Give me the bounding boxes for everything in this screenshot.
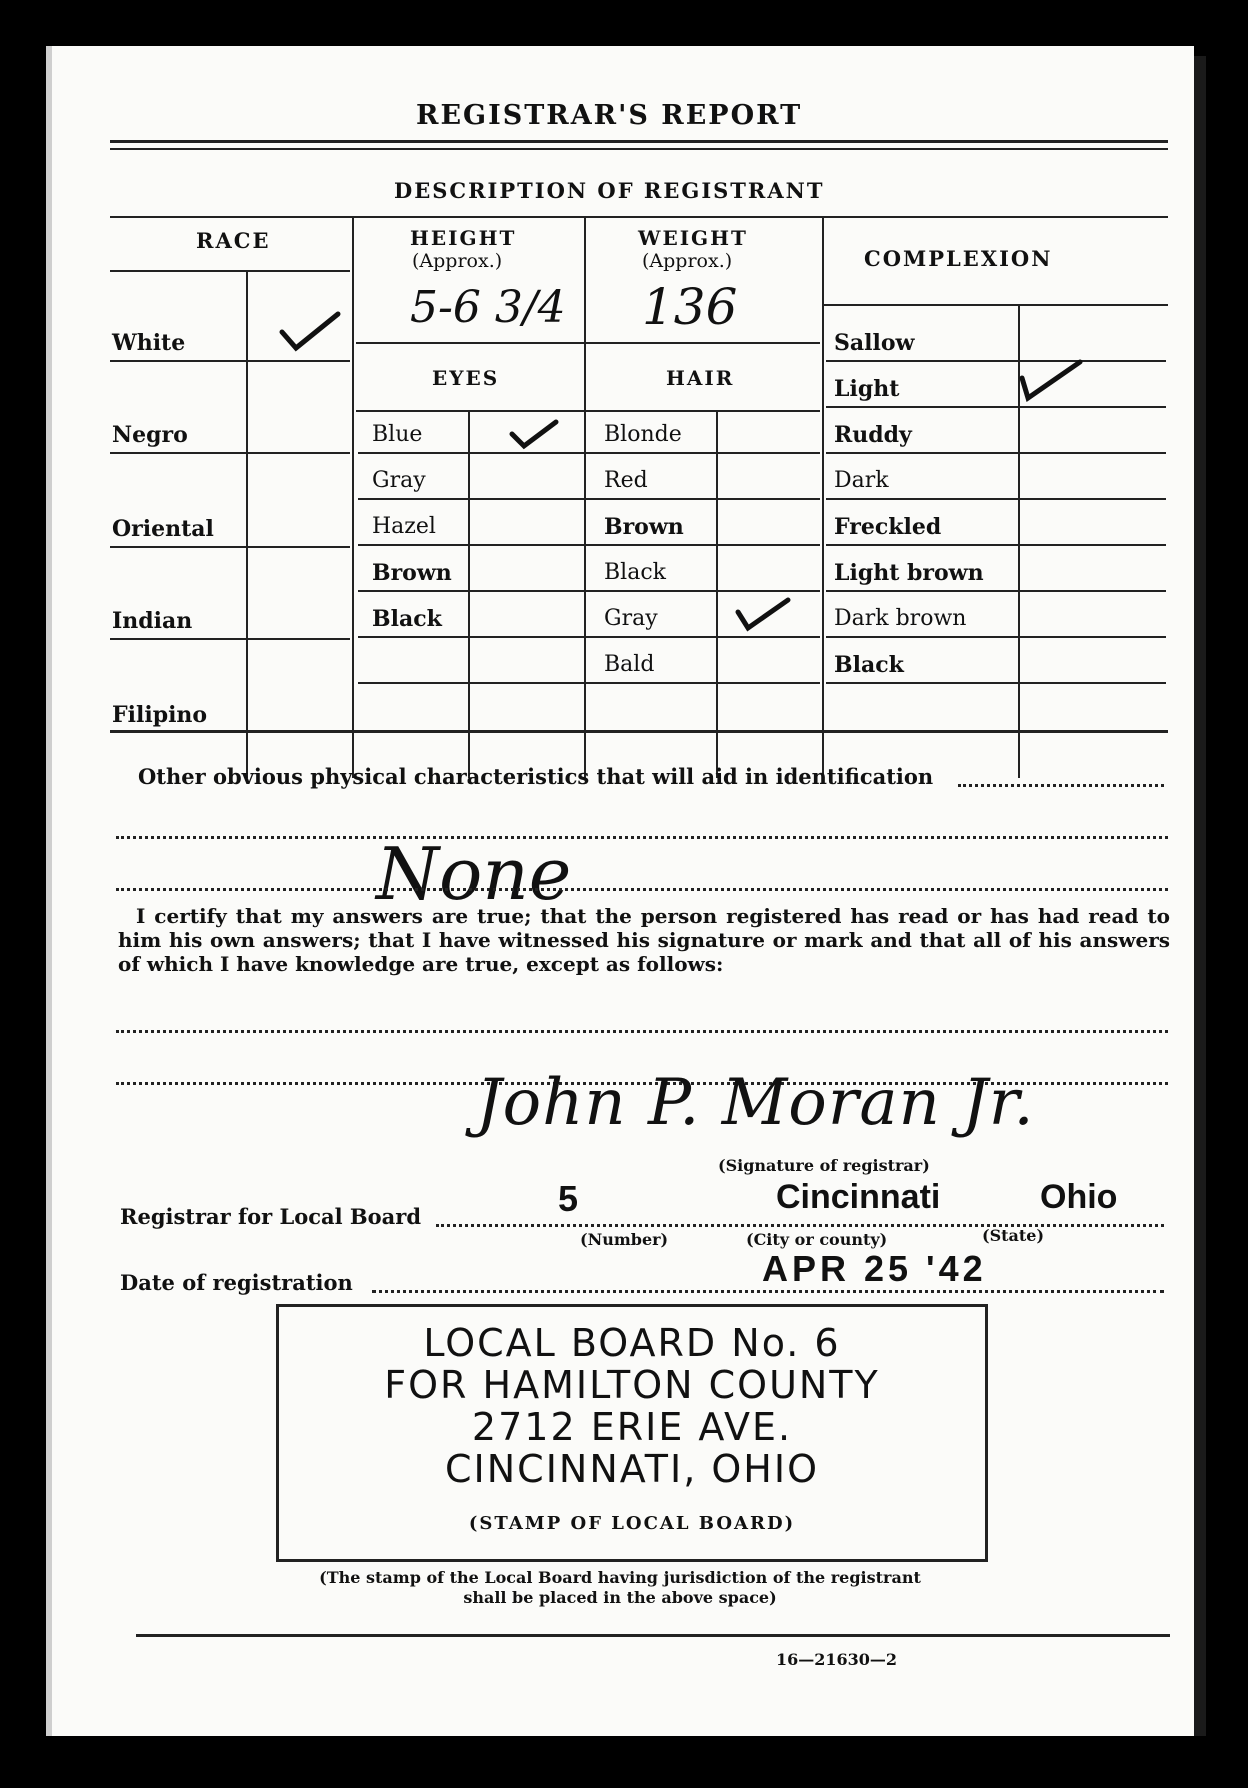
date-label: Date of registration	[120, 1270, 353, 1295]
stamp-note-2: shall be placed in the above space)	[463, 1588, 777, 1607]
race-header: RACE	[196, 228, 271, 253]
complexion-row-rule	[826, 544, 1166, 546]
weight-header: WEIGHT	[638, 226, 748, 250]
height-header: HEIGHT	[410, 226, 517, 250]
registrar-label: Registrar for Local Board	[120, 1204, 422, 1229]
complexion-option-black: Black	[834, 652, 904, 678]
hair-option-brown: Brown	[604, 514, 684, 540]
eyes-blue-checkmark	[508, 418, 560, 450]
complexion-option-freckled: Freckled	[834, 514, 942, 540]
hair-option-bald: Bald	[604, 652, 655, 677]
date-value: APR 25 '42	[762, 1248, 987, 1289]
complexion-row-rule	[826, 498, 1166, 500]
height-value: 5-6 3/4	[410, 282, 566, 333]
exception-line-1	[116, 1030, 1168, 1033]
stamp-line-4: CINCINNATI, OHIO	[445, 1447, 819, 1491]
eyes-hair-row-rule	[358, 682, 820, 684]
complexion-header-rule	[824, 304, 1168, 306]
local-board-stamp	[276, 1304, 988, 1562]
hw-value-rule	[356, 342, 820, 344]
hair-check-divider	[716, 412, 718, 778]
eyes-hair-row-rule	[358, 636, 820, 638]
race-option-indian: Indian	[112, 608, 193, 634]
stamp-line-3: 2712 ERIE AVE.	[471, 1405, 793, 1449]
complexion-row-rule	[826, 682, 1166, 684]
eyes-check-divider	[468, 412, 470, 778]
complexion-option-ruddy: Ruddy	[834, 422, 912, 448]
state-caption: (State)	[982, 1226, 1045, 1245]
race-row-rule	[110, 546, 350, 548]
hair-option-blonde: Blonde	[604, 422, 682, 447]
complexion-row-rule	[826, 406, 1166, 408]
other-line-2	[116, 836, 1168, 839]
hair-option-gray: Gray	[604, 606, 658, 631]
race-option-negro: Negro	[112, 422, 188, 448]
eyes-option-black: Black	[372, 606, 442, 632]
title-rule	[110, 140, 1168, 143]
complexion-row-rule	[826, 636, 1166, 638]
complexion-option-light-brown: Light brown	[834, 560, 984, 586]
race-row-rule	[110, 360, 350, 362]
stamp-line-1: LOCAL BOARD No. 6	[423, 1321, 841, 1365]
eyes-option-hazel: Hazel	[372, 514, 436, 539]
registrar-line	[436, 1224, 1164, 1227]
complexion-row-rule	[826, 360, 1166, 362]
hair-header: HAIR	[666, 366, 735, 390]
race-row-rule	[110, 452, 350, 454]
other-characteristics-label: Other obvious physical characteristics that will aid in identification	[138, 764, 934, 789]
hair-gray-checkmark	[734, 596, 792, 632]
page-title: REGISTRAR'S REPORT	[416, 100, 803, 131]
race-row-rule	[110, 638, 350, 640]
complexion-option-light: Light	[834, 376, 900, 402]
section-subtitle: DESCRIPTION OF REGISTRANT	[394, 178, 825, 203]
subtitle-rule	[110, 216, 1168, 218]
stamp-caption: (STAMP OF LOCAL BOARD)	[468, 1513, 796, 1534]
date-line	[372, 1290, 1164, 1293]
table-bottom-rule	[110, 730, 1168, 733]
other-characteristics-value: None	[376, 832, 572, 916]
eyes-option-brown: Brown	[372, 560, 452, 586]
eyes-hair-row-rule	[358, 498, 820, 500]
race-header-rule	[110, 270, 350, 272]
race-option-white: White	[112, 330, 186, 356]
eyes-option-gray: Gray	[372, 468, 426, 493]
stamp-note-1: (The stamp of the Local Board having jurisdiction of the registrant	[319, 1568, 921, 1587]
complexion-header: COMPLEXION	[864, 246, 1053, 271]
complexion-option-dark-brown: Dark brown	[834, 606, 967, 631]
city-caption: (City or county)	[746, 1230, 888, 1249]
weight-sub: (Approx.)	[642, 250, 733, 272]
complexion-row-rule	[826, 452, 1166, 454]
race-option-oriental: Oriental	[112, 516, 214, 542]
race-white-checkmark	[278, 310, 342, 354]
certification-text: I certify that my answers are true; that the person registered has read or has had read to him his own answers; that I have witnessed his signature or mark and that all of his answers of which I have knowledge are true, except as follows:	[118, 904, 1170, 976]
race-check-divider	[246, 272, 248, 778]
stamp-line-2: FOR HAMILTON COUNTY	[384, 1363, 880, 1407]
weight-value: 136	[642, 278, 738, 336]
other-line-1	[958, 784, 1164, 787]
board-city: Cincinnati	[776, 1178, 941, 1216]
hair-option-red: Red	[604, 468, 648, 493]
col-divider-1	[352, 218, 354, 778]
height-sub: (Approx.)	[412, 250, 503, 272]
race-option-filipino: Filipino	[112, 702, 208, 728]
eyes-hair-row-rule	[358, 452, 820, 454]
eyes-option-blue: Blue	[372, 422, 423, 447]
number-caption: (Number)	[580, 1230, 669, 1249]
title-rule-2	[110, 148, 1168, 150]
board-state: Ohio	[1040, 1178, 1118, 1216]
board-number: 5	[558, 1178, 579, 1219]
footer-rule	[136, 1634, 1170, 1637]
eyes-header: EYES	[432, 366, 500, 390]
registration-card	[46, 46, 1194, 1736]
other-line-3	[116, 888, 1168, 891]
form-number: 16—21630—2	[776, 1650, 898, 1669]
complexion-light-checkmark	[1018, 358, 1084, 402]
signature-caption: (Signature of registrar)	[718, 1156, 930, 1175]
col-divider-3	[822, 218, 824, 778]
eyes-hair-header-rule	[356, 410, 820, 412]
hair-option-black: Black	[604, 560, 666, 585]
registrar-signature: John P. Moran Jr.	[476, 1066, 1035, 1140]
complexion-option-sallow: Sallow	[834, 330, 915, 356]
complexion-row-rule	[826, 590, 1166, 592]
eyes-hair-row-rule	[358, 544, 820, 546]
complexion-option-dark: Dark	[834, 468, 889, 493]
eyes-hair-row-rule	[358, 590, 820, 592]
